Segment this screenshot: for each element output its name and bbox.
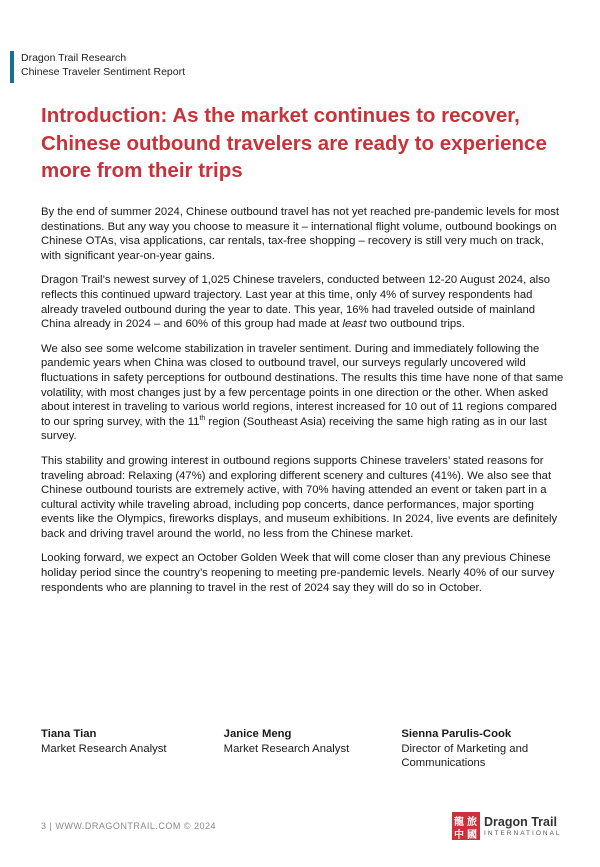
signer-2 bbox=[224, 727, 402, 771]
paragraph-3-part-a: We also see some welcome stabilization in traveler sentiment. During and immediately following the pandemic years when China was closed to outbound travel, our surveys regularly uncovered wild fluctuations in safety perceptions for outbound destinations. The results this time have none of that same volatility, with most changes just by a few percentage points in one direction or the other. When asked about interest in traveling to various world regions, interest increased for 10 out of 11 regions compared to our spring survey, with the 11 bbox=[41, 342, 564, 428]
signer-role: Market Research Analyst bbox=[223, 742, 350, 755]
report-header bbox=[10, 51, 185, 83]
logo-char: 國 bbox=[467, 830, 477, 841]
logo-char: 龍 bbox=[454, 817, 464, 828]
signer-role: Director of Marketing and Communications bbox=[401, 742, 529, 769]
header-org: Dragon Trail Research bbox=[21, 52, 127, 64]
signer-role: Market Research Analyst bbox=[41, 742, 167, 755]
signer-3 bbox=[401, 727, 561, 771]
paragraph-3-part-b: region (Southeast Asia) receiving the same high rating as in our last survey. bbox=[41, 415, 547, 443]
logo-char: 中 bbox=[454, 830, 464, 841]
paragraph-3-superscript: th bbox=[199, 414, 206, 422]
body-text bbox=[41, 205, 566, 605]
page-title: Introduction: As the market continues to recover, Chinese outbound travelers are ready to experience more from their trips bbox=[41, 104, 547, 182]
signer-name: Janice Meng bbox=[223, 728, 292, 740]
paragraph-2-emphasis: least bbox=[342, 318, 367, 331]
paragraph-2-part-a: Dragon Trail’s newest survey of 1,025 Chinese travelers, conducted between 12-20 August 2024, also reflects this continued upward trajectory. Last year at this time, only 4% of survey respondents had already traveled outbound during the year to date. This year, 16% had traveled outside of mainland China already in 2024 – and 60% of this group had made at bbox=[41, 274, 551, 331]
paragraph-2 bbox=[41, 273, 566, 331]
signer-1 bbox=[41, 727, 224, 771]
signer-name: Sienna Parulis-Cook bbox=[401, 728, 512, 740]
paragraph-3 bbox=[41, 342, 566, 444]
logo-sub: INTERNATIONAL bbox=[484, 829, 562, 837]
paragraph-1: By the end of summer 2024, Chinese outbound travel has not yet reached pre-pandemic levels for most destinations. But any way you choose to measure it – international flight volume, outbound bookings on Chinese OTAs, visa applications, car rentals, tax-free shopping – recovery is still very much on track, with significant year-on-year gains. bbox=[41, 206, 560, 262]
paragraph-2-part-b: two outbound trips. bbox=[366, 318, 465, 331]
paragraph-5: Looking forward, we expect an October Golden Week that will come closer than any previous Chinese holiday period since the country’s reopening to meeting pre-pandemic levels. Nearly 40% of our survey respondents who are planning to travel in the rest of 2024 say they will do so in October. bbox=[41, 552, 555, 594]
header-report-title: Chinese Traveler Sentiment Report bbox=[21, 66, 185, 78]
signer-name: Tiana Tian bbox=[41, 728, 97, 740]
paragraph-4: This stability and growing interest in outbound regions supports Chinese travelers’ stated reasons for traveling abroad: Relaxing (47%) and exploring different scenery and cultures (41%). We also see that Chinese outbound tourists are extremely active, with 70% having attended an event or taken part in a cultural activity while traveling abroad, including pop concerts, dance performances, major sporting events like the Olympics, fireworks displays, and museum exhibitions. In 2024, live events are definitely back and driving travel around the world, no less from the Chinese market. bbox=[41, 454, 558, 540]
logo-char: 旅 bbox=[467, 817, 477, 828]
signers bbox=[41, 727, 561, 771]
logo-name: Dragon Trail bbox=[484, 814, 557, 829]
dragon-trail-logo bbox=[452, 812, 562, 840]
page-footer: 3 | WWW.DRAGONTRAIL.COM © 2024 bbox=[41, 821, 216, 831]
logo-mark-icon bbox=[452, 812, 480, 840]
